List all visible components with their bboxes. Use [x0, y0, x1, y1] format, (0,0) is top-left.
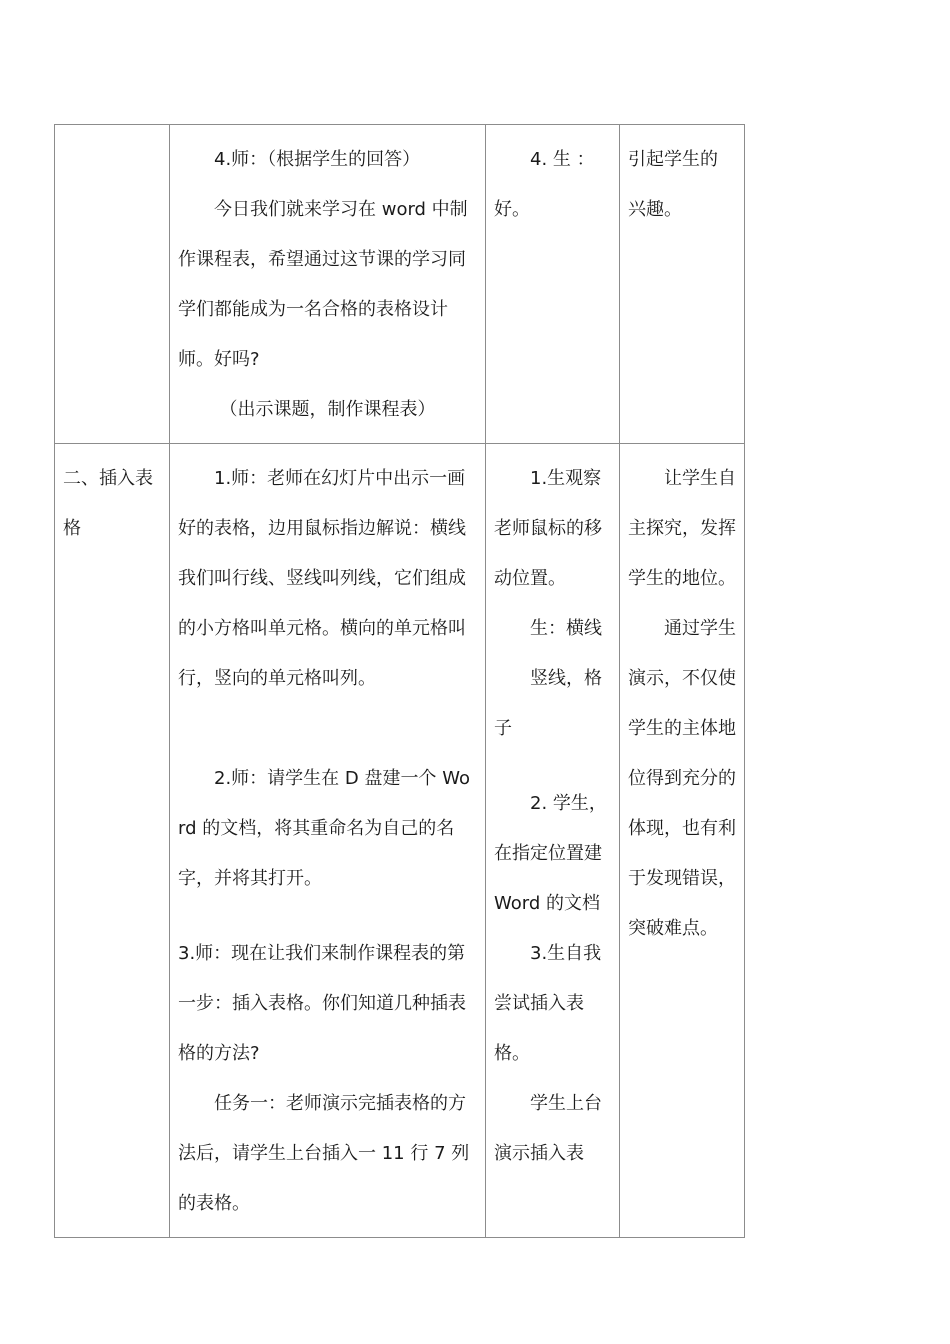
paragraph: 兴趣。	[628, 199, 682, 220]
paragraph: 4. 生 ：	[530, 149, 595, 170]
paragraph: 生：横线	[530, 618, 602, 639]
design-intent-cell	[620, 125, 745, 444]
paragraph: 4.师：（根据学生的回答）	[214, 149, 421, 170]
paragraph: 2. 学生，在指定位置建 Word 的文档	[494, 793, 607, 914]
spacer	[178, 904, 477, 929]
paragraph: 竖线，格子	[494, 668, 602, 739]
spacer	[494, 754, 611, 779]
teacher-activity-cell	[170, 444, 486, 1238]
teacher-activity-cell	[170, 125, 486, 444]
paragraph: 通过学生演示，不仅使学生的主体地位得到充分的体现，也有利于发现错误，突破难点。	[628, 618, 736, 939]
paragraph: 让学生自主探究，发挥学生的地位。	[628, 468, 736, 589]
stage-cell	[55, 125, 170, 444]
table-row	[55, 125, 745, 444]
paragraph: 2.师：请学生在 D 盘建一个 Word 的文档，将其重命名为自己的名字，并将其打开。	[178, 768, 470, 889]
stage-cell: 二、插入表格	[55, 444, 170, 1238]
paragraph: 好。	[494, 199, 530, 220]
paragraph: 今日我们就来学习在 word 中制作课程表，希望通过这节课的学习同学们都能成为一名合格的表格设计师。好吗?	[178, 199, 468, 370]
paragraph: 学生上台演示插入表	[494, 1093, 602, 1164]
paragraph: 3.生自我尝试插入表格。	[494, 943, 602, 1064]
paragraph: 引起学生的	[628, 149, 718, 170]
student-activity-cell	[486, 125, 620, 444]
lesson-plan-table	[54, 124, 745, 1238]
design-intent-cell	[620, 444, 745, 1238]
paragraph: （出示课题，制作课程表）	[219, 399, 436, 420]
student-activity-cell	[486, 444, 620, 1238]
spacer	[178, 704, 477, 754]
paragraph: 3.师：现在让我们来制作课程表的第一步：插入表格。你们知道几种插表格的方法?	[178, 943, 466, 1064]
paragraph: 1.生观察老师鼠标的移动位置。	[494, 468, 602, 589]
table-row	[55, 444, 745, 1238]
paragraph: 任务一：老师演示完插表格的方法后，请学生上台插入一 11 行 7 列的表格。	[178, 1093, 470, 1214]
paragraph: 1.师：老师在幻灯片中出示一画好的表格，边用鼠标指边解说：横线我们叫行线、竖线叫列线，它们组成的小方格叫单元格。横向的单元格叫行，竖向的单元格叫列。	[178, 468, 466, 689]
